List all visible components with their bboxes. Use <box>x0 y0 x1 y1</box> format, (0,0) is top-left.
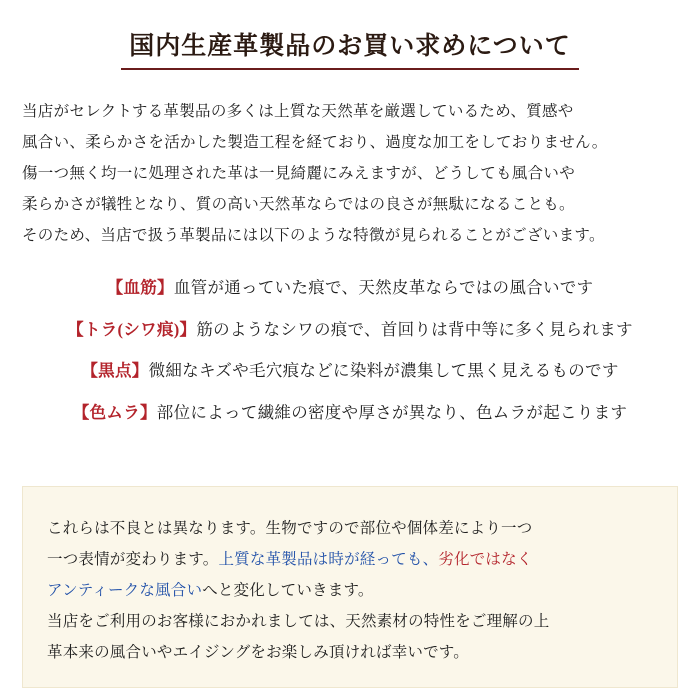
note-line <box>47 513 653 544</box>
note-text: 一つ表情が変わります。 <box>47 551 219 568</box>
feature-list <box>0 275 700 425</box>
feature-tag: 【血筋】 <box>106 278 174 297</box>
intro-line: 傷一つ無く均一に処理された革は一見綺麗にみえますが、どうしても風合いや <box>22 165 576 182</box>
intro-line: 風合い、柔らかさを活かした製造工程を経ており、過度な加工をしておりません。 <box>22 134 608 151</box>
note-text: これらは不良とは異なります。生物ですので部位や個体差により一つ <box>47 520 533 537</box>
list-item <box>0 400 700 426</box>
list-item <box>0 317 700 343</box>
note-box <box>22 486 678 688</box>
feature-tag: 【トラ(シワ痕)】 <box>67 319 197 339</box>
feature-text: 筋のようなシワの痕で、首回りは背中等に多く見られます <box>196 319 633 339</box>
note-line <box>47 575 653 606</box>
intro-line: そのため、当店で扱う革製品には以下のような特徴が見られることがございます。 <box>22 227 605 244</box>
note-highlight-blue: アンティークな風合い <box>47 582 203 599</box>
note-text: 革本来の風合いやエイジングをお楽しみ頂ければ幸いです。 <box>47 644 469 661</box>
note-line <box>47 606 653 637</box>
feature-text: 部位によって繊維の密度や厚さが異なり、色ムラが起こります <box>156 402 628 422</box>
feature-text: 血管が通っていた痕で、天然皮革ならではの風合いです <box>173 278 594 297</box>
page-title-container <box>0 0 700 70</box>
note-highlight-blue: 上質な革製品は時が経っても、 <box>218 551 439 568</box>
intro-line: 当店がセレクトする革製品の多くは上質な天然革を厳選しているため、質感や <box>22 103 574 120</box>
note-text: 当店をご利用のお客様におかれましては、天然素材の特性をご理解の上 <box>47 613 550 630</box>
note-line <box>47 544 653 575</box>
feature-text: 微細なキズや毛穴痕などに染料が濃集して黒く見えるものです <box>148 361 619 381</box>
note-highlight-red: 劣化ではなく <box>438 551 533 568</box>
intro-paragraph <box>22 96 678 251</box>
feature-tag: 【黒点】 <box>81 361 149 381</box>
list-item <box>0 358 700 384</box>
note-line <box>47 637 653 668</box>
list-item <box>0 275 700 301</box>
note-text: へと変化していきます。 <box>202 582 374 599</box>
page-title: 国内生産革製品のお買い求めについて <box>121 26 579 70</box>
feature-tag: 【色ムラ】 <box>72 402 157 422</box>
intro-line: 柔らかさが犠牲となり、質の高い天然革ならではの良さが無駄になることも。 <box>22 196 575 213</box>
